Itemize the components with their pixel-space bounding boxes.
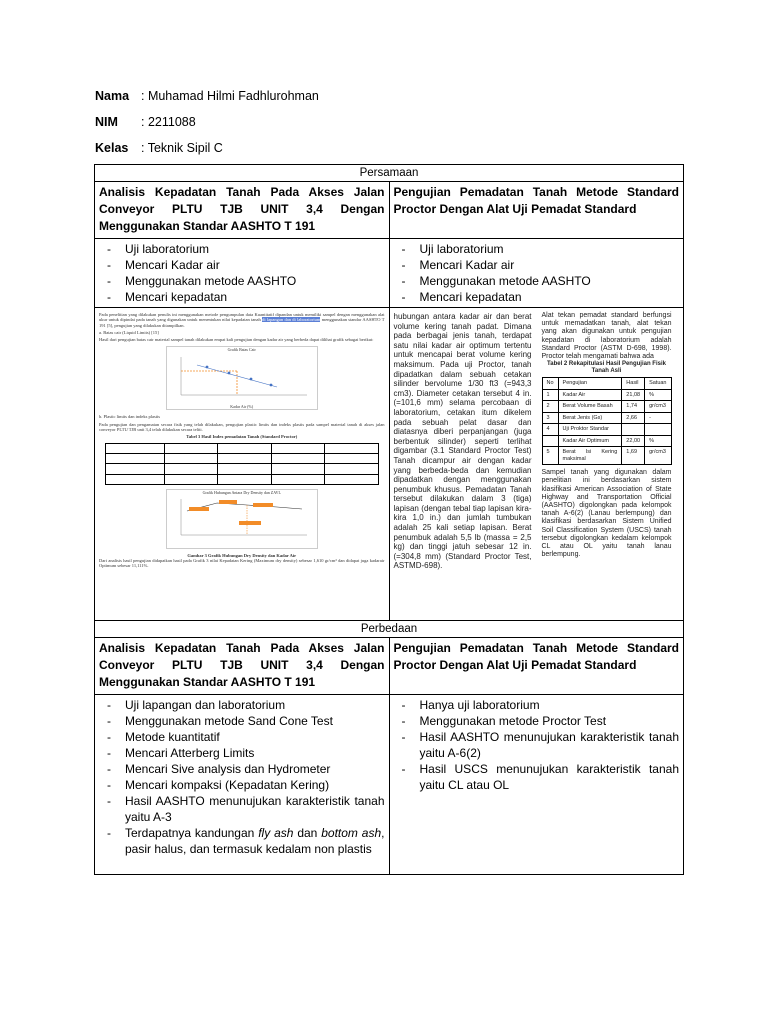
table-row: 4 Uji Proktor Standar bbox=[542, 424, 671, 436]
persamaan-left-list-cell bbox=[95, 239, 390, 308]
persamaan-left-list bbox=[99, 241, 385, 305]
liquid-limit-plot bbox=[167, 353, 317, 403]
perbedaan-right-list bbox=[394, 697, 680, 793]
perbedaan-left-title: Analisis Kepadatan Tanah Pada Akses Jalan Conveyor PLTU TJB UNIT 3,4 Dengan Menggunakan Standar AASHTO T 191 bbox=[95, 638, 390, 695]
perbedaan-right-list-cell bbox=[389, 695, 684, 875]
chart-title: Grafik Hubungan Antara Dry Density dan ZAVL bbox=[202, 489, 281, 495]
kelas-row bbox=[95, 138, 319, 164]
excerpt-item-a-text: Hasil dari pengujian batas cair material sampel tanah dilakukan empat kali pengujian dengan kadar air yang berbeda dapat dilihat grafik sebagai berikut: bbox=[99, 337, 374, 343]
right-excerpt bbox=[394, 312, 680, 571]
list-item: - Mencari Kadar air bbox=[99, 257, 385, 273]
right-excerpt-intro: Alat tekan pemadat standard berfungsi untuk memadatkan tanah, alat tekan yang akan digunakan untuk pengujian kepadatan di laboratorium adalah Standard Proctor (ASTM D-698, 1998). Proctor telah mengamati bahwa ada bbox=[541, 312, 672, 361]
identity-block bbox=[95, 86, 319, 164]
persamaan-left-title: Analisis Kepadatan Tanah Pada Akses Jalan Conveyor PLTU TJB UNIT 3,4 Dengan Menggunakan Standar AASHTO T 191 bbox=[95, 182, 390, 239]
list-item: - Mencari Kadar air bbox=[394, 257, 680, 273]
list-item: - Terdapatnya kandungan fly ash dan bottom ash, pasir halus, dan termasuk kedalam non plastis bbox=[99, 825, 385, 857]
tabel2-caption: Tabel 2 Rekapitulasi Hasil Pengujian Fisik Tanah Asli bbox=[547, 361, 666, 375]
chart-title: Grafik Batas Cair bbox=[227, 347, 256, 353]
nim-value: : 2211088 bbox=[141, 115, 196, 129]
persamaan-right-title: Pengujian Pemadatan Tanah Metode Standard Proctor Dengan Alat Uji Pemadat Standard bbox=[389, 182, 684, 239]
right-excerpt-col2 bbox=[542, 312, 672, 571]
list-item: - Uji laboratorium bbox=[394, 241, 680, 257]
excerpt-paragraph: Pada penelitian yang dilakukan penulis ini menggunakan metode pengumpulan data Kuantitatif dipandan untuk memiliki sampel dengan menggunakan alat ukur untuk dipindai pada tanah yang digunakan untuk menentukan nilai kepadatan tanah di lapangan dan di laboratorium menggunakan standar AASHTO T 191 [5], pengujian yang dilakukan ditampilkan. bbox=[99, 312, 385, 328]
tabel3-caption: Tabel 3 Hasil Index pemadatan Tanah (Standard Proctor) bbox=[186, 434, 298, 440]
excerpt-item-b: b. Plastic limits dan indeks plastis bbox=[99, 414, 160, 420]
table-header-cell: Pengujian bbox=[558, 378, 622, 390]
list-item: - Uji laboratorium bbox=[99, 241, 385, 257]
table-header-cell: Hasil bbox=[622, 378, 645, 390]
perbedaan-right-title: Pengujian Pemadatan Tanah Metode Standard Proctor Dengan Alat Uji Pemadat Standard bbox=[389, 638, 684, 695]
perbedaan-left-list-cell bbox=[95, 695, 390, 875]
chart-xlabel: Kadar Air (%) bbox=[230, 404, 254, 410]
left-excerpt bbox=[99, 312, 385, 569]
kelas-label: Kelas bbox=[95, 141, 129, 155]
list-item: - Mencari Atterberg Limits bbox=[99, 745, 385, 761]
list-item: - Mencari Sive analysis dan Hydrometer bbox=[99, 761, 385, 777]
perbedaan-left-list bbox=[99, 697, 385, 857]
list-item: - Hasil AASHTO menunujukan karakteristik tanah yaitu A-3 bbox=[99, 793, 385, 825]
excerpt-closing: Dari analisis hasil pengujian didapatkan hasil pada Grafik 3 nilai Kepadatan Kering (Maximum dry density) sebesar 1,610 gr/cm³ dan didapat juga kadarair Optimum sebesar 11,111%. bbox=[99, 558, 385, 569]
list-item: - Metode kuantitatif bbox=[99, 729, 385, 745]
nim-label: NIM bbox=[95, 115, 118, 129]
gambar-caption: Gambar 3 Grafik Hubungan Dry Density dan Kadar Air bbox=[187, 552, 297, 558]
dry-density-plot bbox=[167, 495, 317, 543]
tabel3 bbox=[105, 443, 379, 485]
nama-row bbox=[95, 86, 319, 112]
table-row: Kadar Air Optimum 22,00 % bbox=[542, 435, 671, 447]
table-header-cell: Satuan bbox=[645, 378, 671, 390]
left-excerpt-cell bbox=[95, 308, 390, 621]
list-item: - Menggunakan metode AASHTO bbox=[99, 273, 385, 289]
list-item: - Hasil USCS menunujukan karakteristik tanah yaitu CL atau OL bbox=[394, 761, 680, 793]
right-excerpt-after: Sampel tanah yang digunakan dalam penelitian ini berdasarkan sistem klasifikasi American Association of State Highway and Transportation Official (AASHTO) digolongkan pada kelompok tanah A-6(2) (Lanau berlempung) dan klasifikasi berdasarkan Sistem Unified Soil Classification System (USCS) tanah tersebut digolongkan kedalam kelompok CL atau OL yaitu tanah lanau berlempung. bbox=[541, 469, 672, 559]
table-header-row bbox=[542, 378, 671, 390]
highlighted-text: di lapangan dan di laboratorium bbox=[262, 317, 321, 323]
list-item: - Mencari kepadatan bbox=[394, 289, 680, 305]
dry-density-chart bbox=[166, 489, 318, 549]
table-row: 5 Berat Isi Kering maksimal 1,69 gr/cm3 bbox=[542, 447, 671, 465]
list-item: - Mencari kepadatan bbox=[99, 289, 385, 305]
right-excerpt-col1: hubungan antara kadar air dan berat volume kering tanah padat. Dimana pada berbagai jenis tanah, terdapat satu nilai kadar air optimum tertentu untuk mencapai berat volume kering maksimum. Pada uji Proctor, tanah dipadatkan dalam sebuah cetakan silinder bervolume 1/30 ft3 (=943,3 cm3). Diameter cetakan tersebut 4 in. (=101,6 mm) selama percobaan di laboratorium, cetakan itum dikelem pada sebuah pelat dasar dan diatasnya diberi perpanjangan (juga berbentuk silinder) seperti terlihat digambar (3.1 Standard Proctor Test) Tanah dicampur air dengan kadar yang berbeda-beda dan kemudian dipadatkan dengan menggunakan penumbuk khusus. Pemadatan Tanah tersebut dilakukan dalam 3 (tiga) lapisan (dengan tebal tiap lapisan kira- kira 1,0 in.) dan jumlah tumbukan adalah 25 kali setiap lapisan. Berat penumbuk adalah 5,5 lb (massa = 2,5 kg) dan tinggi jatuh sebesar 12 in. (=304,8 mm) (Standard Proctor Test, ASTMD-698). bbox=[393, 312, 532, 571]
nim-row bbox=[95, 112, 319, 138]
list-item: - Menggunakan metode AASHTO bbox=[394, 273, 680, 289]
list-item: - Hasil AASHTO menunujukan karakteristik tanah yaitu A-6(2) bbox=[394, 729, 680, 761]
list-item: - Hanya uji laboratorium bbox=[394, 697, 680, 713]
list-item: - Uji lapangan dan laboratorium bbox=[99, 697, 385, 713]
table-row: 3 Berat Jenis (Gs) 2,66 - bbox=[542, 412, 671, 424]
persamaan-heading: Persamaan bbox=[95, 165, 684, 182]
list-item: - Menggunakan metode Sand Cone Test bbox=[99, 713, 385, 729]
excerpt-item-b-text: Pada pengujian dan pengamatan secara fisik yang telah dilakukan, pengujian plastic limits dan indeks plastis pada sampel material tanah di akses jalan conveyor PLTU TJB unit 3,4 telah dilakukan secara teliti. bbox=[99, 421, 385, 433]
persamaan-right-list bbox=[394, 241, 680, 305]
nama-label: Nama bbox=[95, 89, 130, 103]
list-item: - Menggunakan metode Proctor Test bbox=[394, 713, 680, 729]
excerpt-item-a: a. Batas cair (Liquid Limits) [15] bbox=[99, 329, 159, 335]
list-item: - Mencari kompaksi (Kepadatan Kering) bbox=[99, 777, 385, 793]
tabel2 bbox=[542, 377, 672, 465]
nama-value: : Muhamad Hilmi Fadhlurohman bbox=[141, 89, 319, 103]
liquid-limit-chart bbox=[166, 346, 318, 410]
table-row: 2 Berat Volume Basah 1,74 gr/cm3 bbox=[542, 401, 671, 413]
kelas-value: : Teknik Sipil C bbox=[141, 141, 223, 155]
comparison-table bbox=[94, 164, 684, 875]
right-excerpt-cell bbox=[389, 308, 684, 621]
persamaan-right-list-cell bbox=[389, 239, 684, 308]
perbedaan-heading: Perbedaan bbox=[95, 621, 684, 638]
table-header-cell: No bbox=[542, 378, 558, 390]
table-row: 1 Kadar Air 21,08 % bbox=[542, 389, 671, 401]
